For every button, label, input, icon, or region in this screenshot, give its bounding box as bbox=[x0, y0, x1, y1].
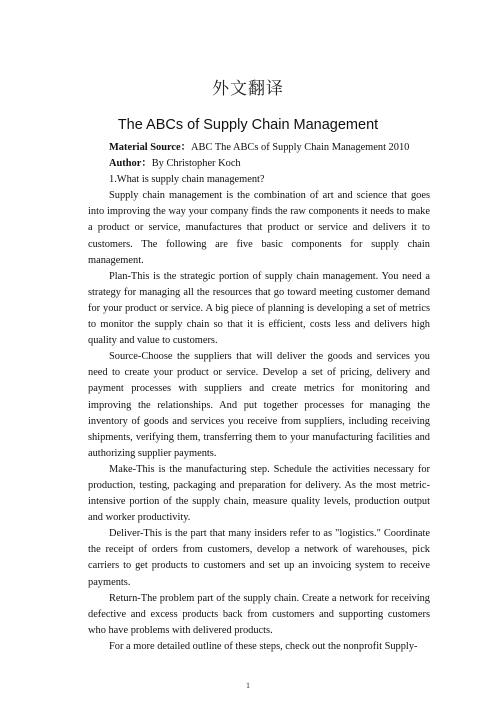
paragraph-definition: Supply chain management is the combination of art and science that goes into improving the way your company finds the raw components it needs to make a product or service, manufactures that product or service and delivers it to customers. The following are five basic components for supply chain management. bbox=[88, 190, 430, 266]
material-source-label: Material Source： bbox=[109, 142, 192, 153]
paragraph-source: Source-Choose the suppliers that will deliver the goods and services you need to create your product or service. Develop a set of pricing, delivery and payment processes with suppliers and create metrics for monitoring and improving the relationships. And put together processes for managing the inventory of goods and services you receive from suppliers, including receiving shipments, verifying them, transferring them to your manufacturing facilities and authorizing supplier payments. bbox=[88, 351, 430, 459]
english-title: The ABCs of Supply Chain Management bbox=[117, 117, 379, 133]
paragraph-make: Make-This is the manufacturing step. Schedule the activities necessary for production, testing, packaging and preparation for delivery. As the most metric-intensive portion of the supply chain, measure quality levels, production output and worker productivity. bbox=[88, 463, 430, 524]
paragraph-return: Return-The problem part of the supply chain. Create a network for receiving defective and excess products back from customers and supporting customers who have problems with delivered products. bbox=[88, 592, 430, 636]
material-source-line bbox=[88, 140, 430, 156]
paragraph-plan: Plan-This is the strategic portion of supply chain management. You need a strategy for managing all the resources that go toward meeting customer demand for your product or service. A big piece of planning is developing a set of metrics to monitor the supply chain so that it is efficient, costs less and delivers high quality and value to customers. bbox=[88, 270, 430, 347]
material-source-value: ABC The ABCs of Supply Chain Management 2010 bbox=[191, 142, 410, 153]
author-value: By Christopher Koch bbox=[151, 158, 241, 170]
author-label: Author： bbox=[109, 158, 152, 170]
author-line bbox=[88, 156, 430, 172]
section-heading: 1.What is supply chain management? bbox=[109, 174, 265, 186]
chinese-title: 外文翻译 bbox=[212, 79, 284, 99]
page-number: 1 bbox=[246, 681, 250, 690]
paragraph-deliver: Deliver-This is the part that many insiders refer to as "logistics." Coordinate the receipt of orders from customers, develop a network of warehouses, pick carriers to get products to customers and set up an invoicing system to receive payments. bbox=[88, 528, 430, 588]
paragraph-outline: For a more detailed outline of these steps, check out the nonprofit Supply- bbox=[109, 640, 418, 652]
document-body bbox=[88, 140, 430, 655]
